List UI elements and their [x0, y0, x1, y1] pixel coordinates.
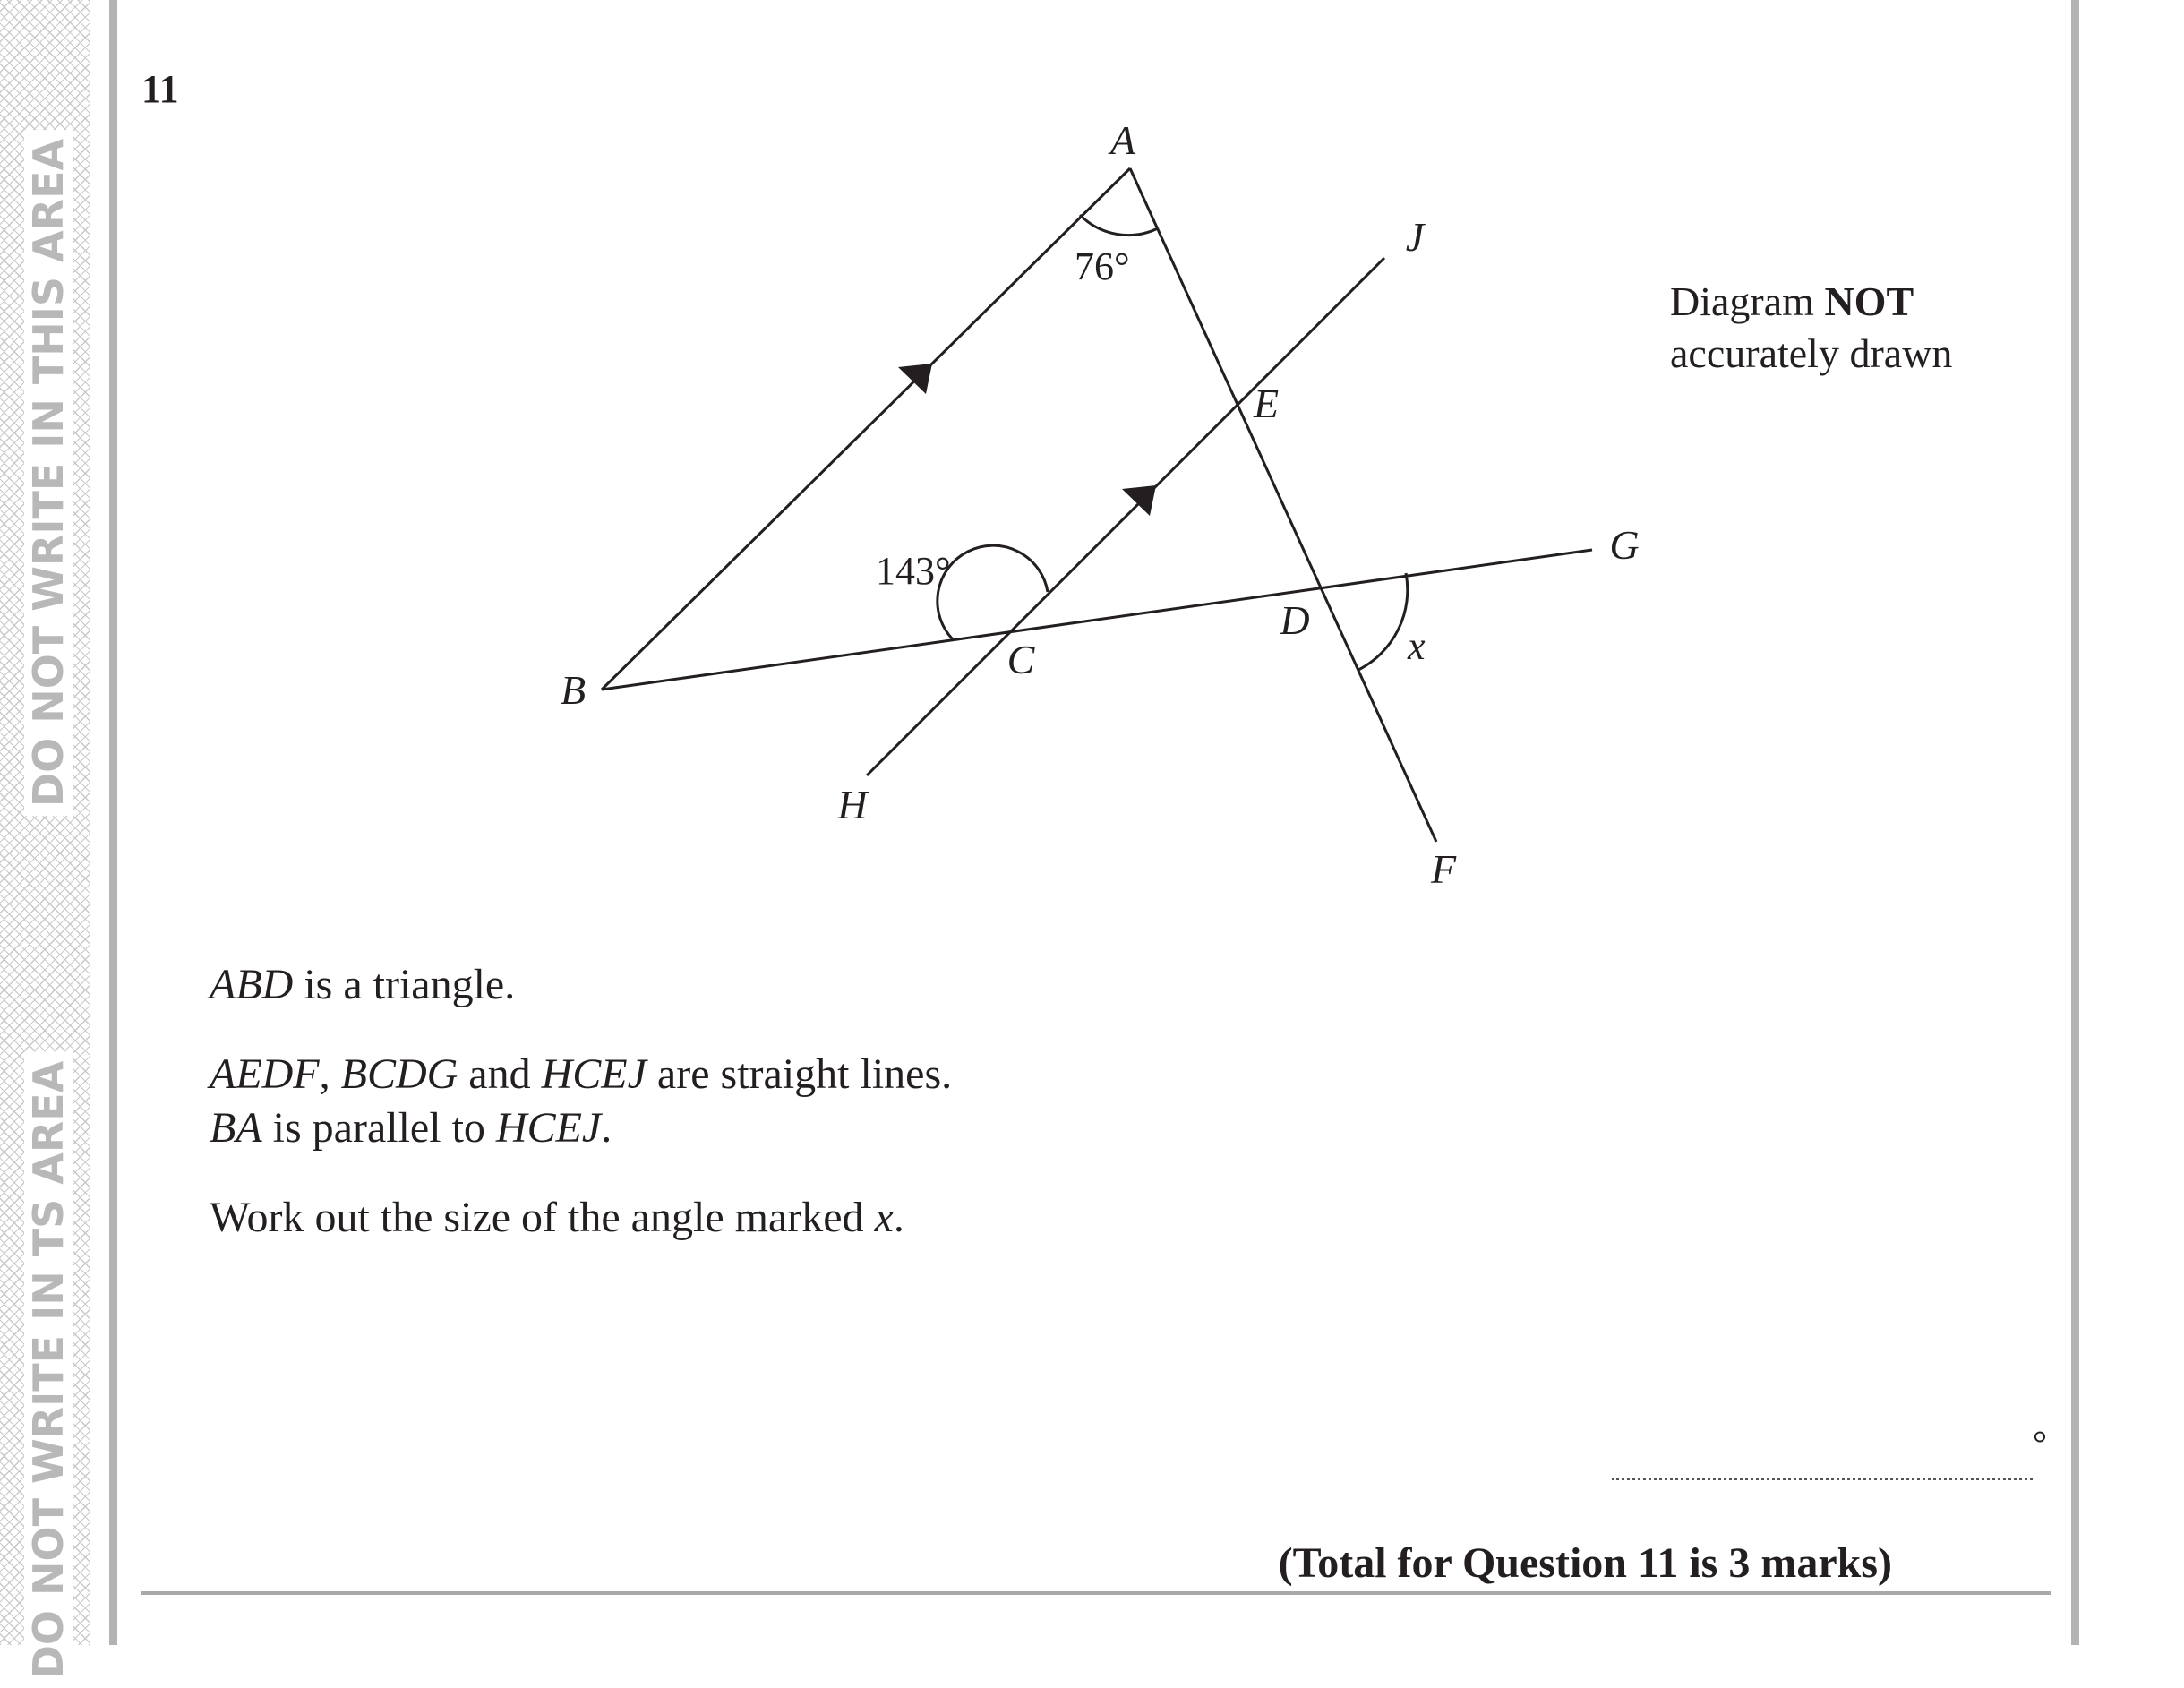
- margin-warning-top: DO NOT WRITE IN THIS AREA: [24, 130, 73, 816]
- angle-label-x: x: [1408, 624, 1426, 668]
- point-label-e: E: [1253, 381, 1280, 426]
- statement-parallel: [210, 1101, 612, 1155]
- line-bcdg: [602, 550, 1592, 690]
- point-label-g: G: [1609, 522, 1640, 568]
- diagram-note-bold: NOT: [1824, 278, 1914, 324]
- point-label-d: D: [1280, 597, 1310, 643]
- statement-ba: BA: [210, 1104, 262, 1152]
- statement-parallel-end: .: [601, 1104, 612, 1152]
- statement-straight-lines: [210, 1048, 952, 1101]
- angle-label-76: 76°: [1075, 244, 1130, 288]
- angle-label-143: 143°: [876, 549, 951, 593]
- point-label-f: F: [1430, 846, 1457, 892]
- total-marks: (Total for Question 11 is 3 marks): [1278, 1539, 1892, 1587]
- statement-aedf: AEDF: [210, 1050, 320, 1098]
- statement-triangle: [210, 958, 515, 1012]
- angle-arc-x: [1358, 573, 1408, 670]
- bottom-rule: [141, 1591, 2051, 1595]
- angle-arc-a: [1080, 215, 1158, 236]
- point-label-a: A: [1109, 117, 1136, 163]
- statement-parallel-text: is parallel to: [261, 1104, 496, 1152]
- statement-straight-text: are straight lines.: [646, 1050, 953, 1098]
- statement-sep: ,: [319, 1050, 341, 1098]
- parallel-arrow-hcej: [1122, 485, 1156, 516]
- point-label-j: J: [1405, 214, 1425, 260]
- diagram-note-prefix: Diagram: [1670, 278, 1825, 324]
- point-label-h: H: [837, 782, 868, 827]
- diagram-note-line2: accurately drawn: [1670, 330, 1953, 376]
- statement-abd: ABD: [210, 961, 294, 1008]
- point-label-c: C: [1006, 637, 1035, 682]
- line-ba: [602, 168, 1130, 690]
- statement-bcdg: BCDG: [340, 1050, 458, 1098]
- statement-hcej: HCEJ: [541, 1050, 647, 1098]
- instruction: [210, 1191, 904, 1245]
- instruction-text: Work out the size of the angle marked: [210, 1194, 875, 1241]
- line-hcej: [867, 258, 1384, 775]
- diagram-note: [1670, 276, 1952, 380]
- line-aedf: [1130, 168, 1436, 842]
- parallel-arrow-ba: [898, 364, 932, 394]
- angle-arc-c: [938, 545, 1048, 639]
- answer-line[interactable]: [1612, 1478, 2033, 1480]
- statement-and: and: [458, 1050, 542, 1098]
- instruction-end: .: [893, 1194, 904, 1241]
- statement-triangle-text: is a triangle.: [293, 961, 516, 1008]
- answer-unit: °: [2033, 1423, 2047, 1463]
- instruction-var: x: [874, 1194, 894, 1241]
- point-label-b: B: [560, 667, 587, 713]
- question-number: 11: [141, 67, 179, 111]
- margin-warning-bottom: DO NOT WRITE IN TS AREA: [24, 1052, 73, 1688]
- statement-hcej-2: HCEJ: [495, 1104, 602, 1152]
